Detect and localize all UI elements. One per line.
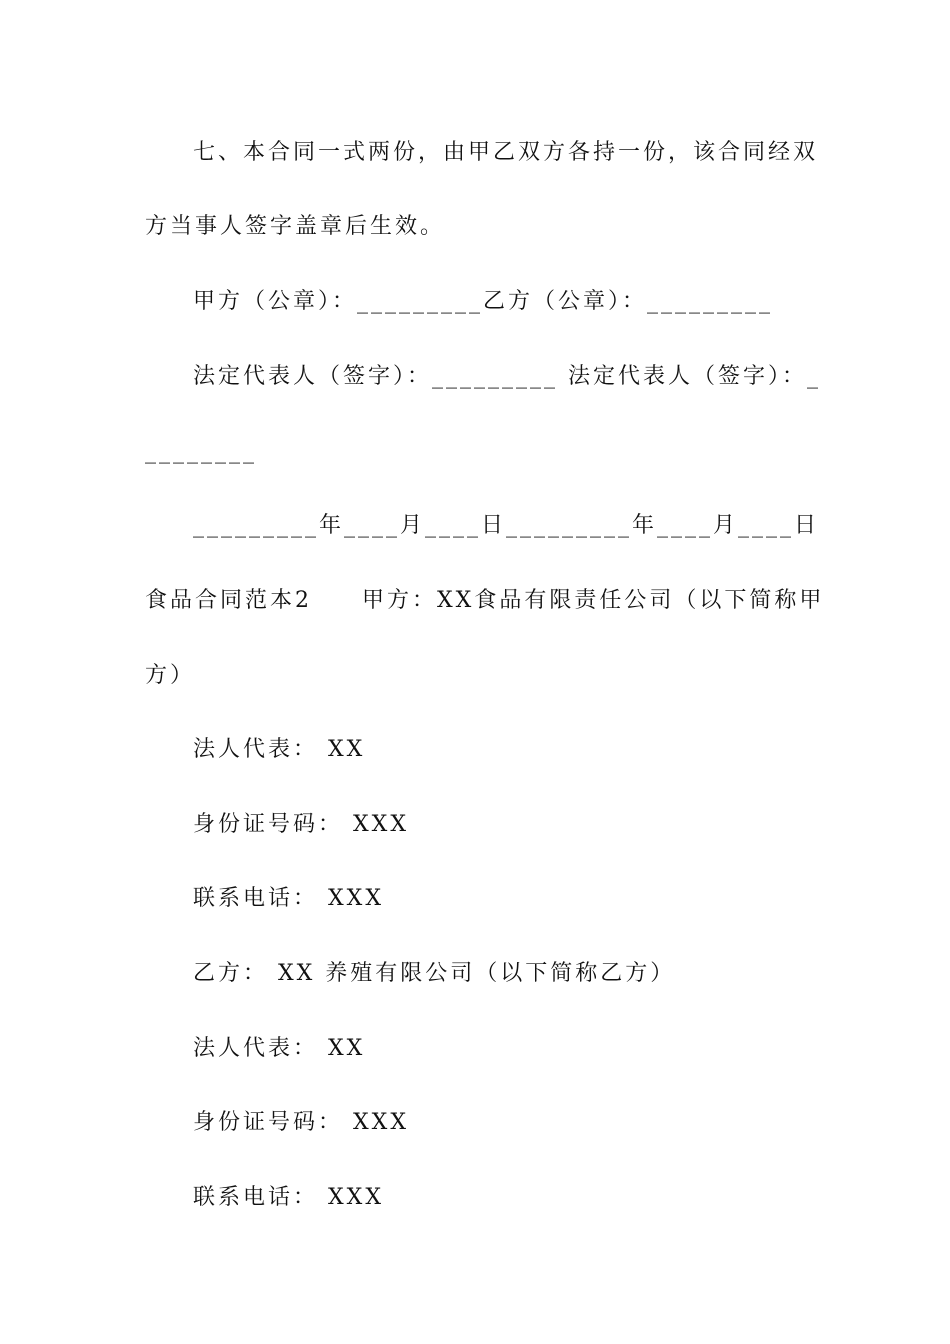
clause-seven-line-2: 方当事人签字盖章后生效。 <box>145 214 446 239</box>
party-a-note-continuation: 方） <box>145 663 196 688</box>
date-line: _________年____月____日_________年____月____日 <box>193 513 820 538</box>
signature-blank-continuation: ________ <box>145 439 257 464</box>
party-a-legal-representative: 法人代表： XX <box>193 737 366 762</box>
contract-template-2-heading: 食品合同范本2 甲方：XX食品有限责任公司（以下简称甲 <box>145 588 825 613</box>
legal-representative-signature-line: 法定代表人（签字）：_________ 法定代表人（签字）：_ <box>193 364 821 389</box>
party-a-phone: 联系电话： XXX <box>193 886 384 911</box>
party-b-legal-representative: 法人代表： XX <box>193 1036 366 1061</box>
clause-seven-line-1: 七、本合同一式两份，由甲乙双方各持一份，该合同经双 <box>193 140 819 165</box>
party-b-name: 乙方： XX 养殖有限公司（以下简称乙方） <box>193 961 676 986</box>
party-seal-line: 甲方（公章）：_________乙方（公章）：_________ <box>193 289 774 314</box>
party-b-phone: 联系电话： XXX <box>193 1185 384 1210</box>
party-b-id-number: 身份证号码： XXX <box>193 1110 409 1135</box>
party-a-id-number: 身份证号码： XXX <box>193 812 409 837</box>
